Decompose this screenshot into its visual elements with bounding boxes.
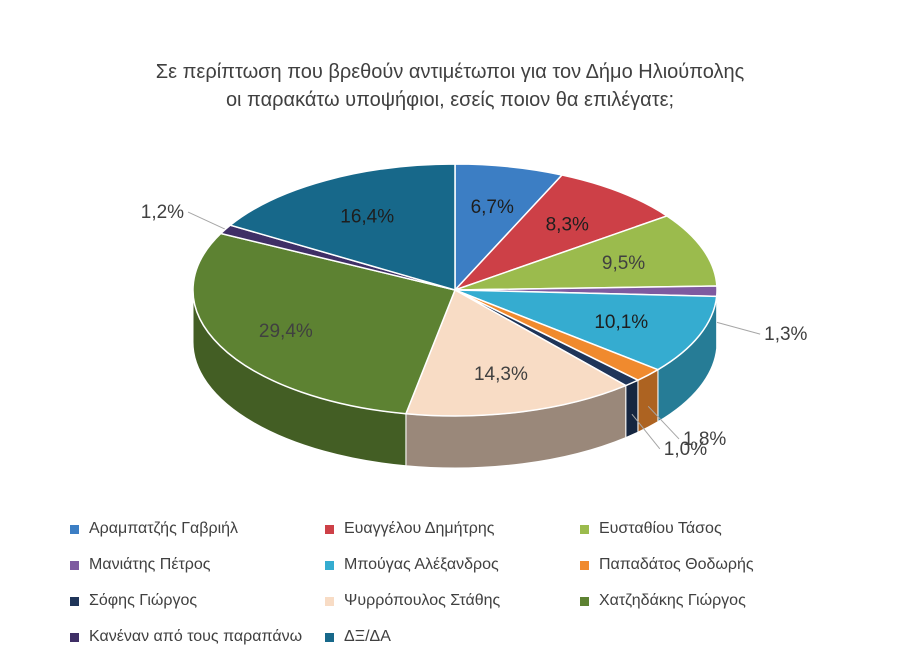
legend-label: Ευαγγέλου Δημήτρης [344,520,495,537]
legend-label: Παπαδάτος Θοδωρής [599,556,754,573]
pie-slice-side [626,380,638,437]
legend-item [580,592,746,610]
data-label: 16,4% [340,206,395,228]
data-label: 9,5% [601,253,646,275]
legend-item [325,628,391,646]
data-label: 1,2% [140,202,185,224]
legend-label: Μπούγας Αλέξανδρος [344,556,499,573]
legend-swatch [325,597,334,606]
legend-item [580,520,722,538]
legend-swatch [70,525,79,534]
legend-swatch [580,597,589,606]
legend-item [580,556,754,574]
chart-title-line-2: οι παρακάτω υποψήφιοι, εσείς ποιον θα επιλέγατε; [225,89,675,111]
legend-swatch [70,561,79,570]
leader-line [188,212,225,229]
data-label: 14,3% [473,363,528,385]
legend-item [70,556,210,574]
legend-item [325,556,499,574]
legend-item [325,592,500,610]
legend-swatch [325,561,334,570]
legend-label: Ψυρρόπουλος Στάθης [344,592,501,609]
legend-item [70,628,302,646]
legend-label: Χατζηδάκης Γιώργος [599,592,746,609]
legend-swatch [325,633,334,642]
chart-title-line-1: Σε περίπτωση που βρεθούν αντιμέτωποι για τον Δήμο Ηλιούπολης [155,61,745,83]
legend-item [70,520,238,538]
leader-line [717,322,760,334]
data-label: 29,4% [258,321,313,343]
pie-tops [193,164,717,416]
data-label: 1,0% [663,438,708,460]
legend-item [70,592,197,610]
data-label: 10,1% [594,311,649,333]
legend-swatch [325,525,334,534]
legend-label: ΔΞ/ΔΑ [344,628,391,645]
data-label: 6,7% [470,197,514,219]
data-label: 1,8% [683,428,727,450]
legend-item [325,520,495,538]
legend-label: Σόφης Γιώργος [89,592,198,609]
legend-swatch [70,597,79,606]
data-label: 1,3% [764,324,808,346]
legend-label: Ευσταθίου Τάσος [599,520,722,537]
legend-label: Αραμπατζής Γαβριήλ [89,520,239,537]
legend-swatch [70,633,79,642]
data-label: 8,3% [545,214,589,236]
legend-label: Κανέναν από τους παραπάνω [89,628,303,645]
legend-swatch [580,525,589,534]
legend-label: Μανιάτης Πέτρος [89,556,211,573]
legend-swatch [580,561,589,570]
